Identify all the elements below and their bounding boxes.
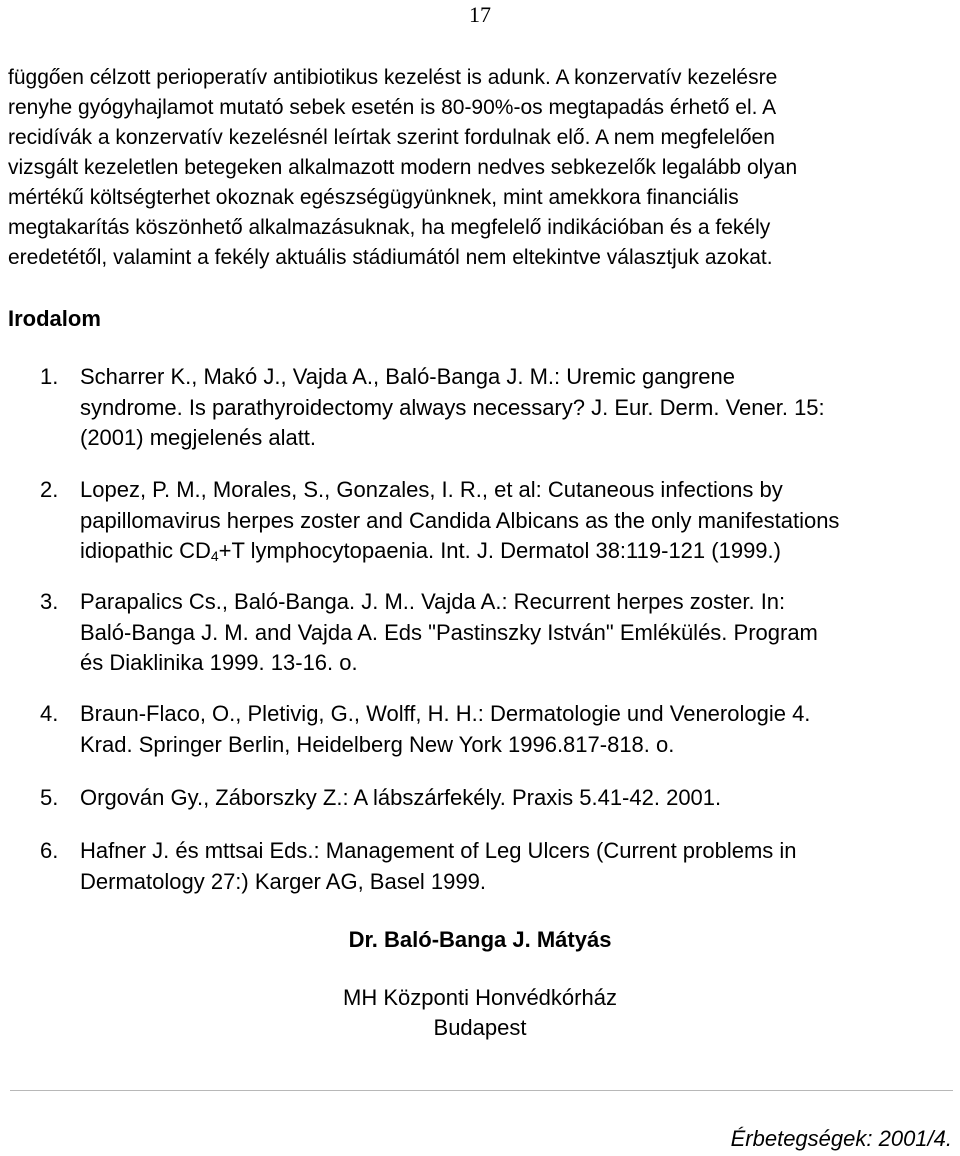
reference-text-part: +T lymphocytopaenia. Int. J. Dermatol 38:119-121 (1999.) — [218, 538, 781, 563]
reference-number: 3. — [40, 589, 59, 614]
reference-text: Braun-Flaco, O., Pletivig, G., Wolff, H. H.: Dermatologie und Venerologie 4. Krad. Springer Berlin, Heidelberg New York 1996.817-818. o. — [80, 701, 811, 757]
reference-number: 6. — [40, 838, 59, 863]
reference-text: Scharrer K., Makó J., Vajda A., Baló-Banga J. M.: Uremic gangrene syndrome. Is parathyroidectomy always necessary? J. Eur. Derm. Vener. 15: (2001) megjelenés alatt. — [80, 364, 825, 450]
footer-journal-issue: Érbetegségek: 2001/4. — [730, 1126, 952, 1151]
body-paragraph: függően célzott perioperatív antibiotikus kezelést is adunk. A konzervatív kezelésre renyhe gyógyhajlamot mutató sebek esetén is 80-90%-os megtapadás érhető el. A recidívák a konzervatív kezelésnél leírtak szerint fordulnak elő. A nem megfelelően vizsgált kezeletlen betegeken alkalmazott modern nedves sebkezelők legalább olyan mértékű költségterhet okoznak egészségügyünknek, mint amekkora financiális megtakarítás köszönhető alkalmazásuknak, ha megfelelő indikációban és a fekély eredetétől, valamint a fekély aktuális stádiumától nem eltekintve választjuk azokat. — [8, 66, 798, 269]
reference-number: 4. — [40, 701, 59, 726]
reference-number: 5. — [40, 785, 59, 810]
section-heading-references: Irodalom — [8, 306, 101, 331]
footer-divider — [10, 1090, 953, 1091]
author-name: Dr. Baló-Banga J. Mátyás — [348, 927, 612, 952]
author-affiliation — [0, 983, 960, 1043]
reference-text — [80, 475, 940, 572]
page-number: 17 — [469, 2, 491, 27]
institution-city: Budapest — [433, 1015, 527, 1040]
institution-name: MH Központi Honvédkórház — [343, 985, 617, 1010]
reference-text-part: Lopez, P. M., Morales, S., Gonzales, I. R., et al: Cutaneous infections by papillomavirus herpes zoster and Candida Albicans as the only manifestations idiopathic CD — [80, 477, 840, 563]
reference-number: 2. — [40, 477, 59, 502]
reference-text: Hafner J. és mttsai Eds.: Management of Leg Ulcers (Current problems in Dermatology 27:) Karger AG, Basel 1999. — [80, 838, 797, 894]
subscript: 4 — [210, 548, 219, 564]
reference-text: Parapalics Cs., Baló-Banga. J. M.. Vajda A.: Recurrent herpes zoster. In: Baló-Banga J. M. and Vajda A. Eds "Pastinszky István" Emlékülés. Program és Diaklinika 1999. 13-16. o. — [80, 589, 818, 675]
reference-text: Orgován Gy., Záborszky Z.: A lábszárfekély. Praxis 5.41-42. 2001. — [80, 785, 722, 810]
reference-number: 1. — [40, 364, 59, 389]
